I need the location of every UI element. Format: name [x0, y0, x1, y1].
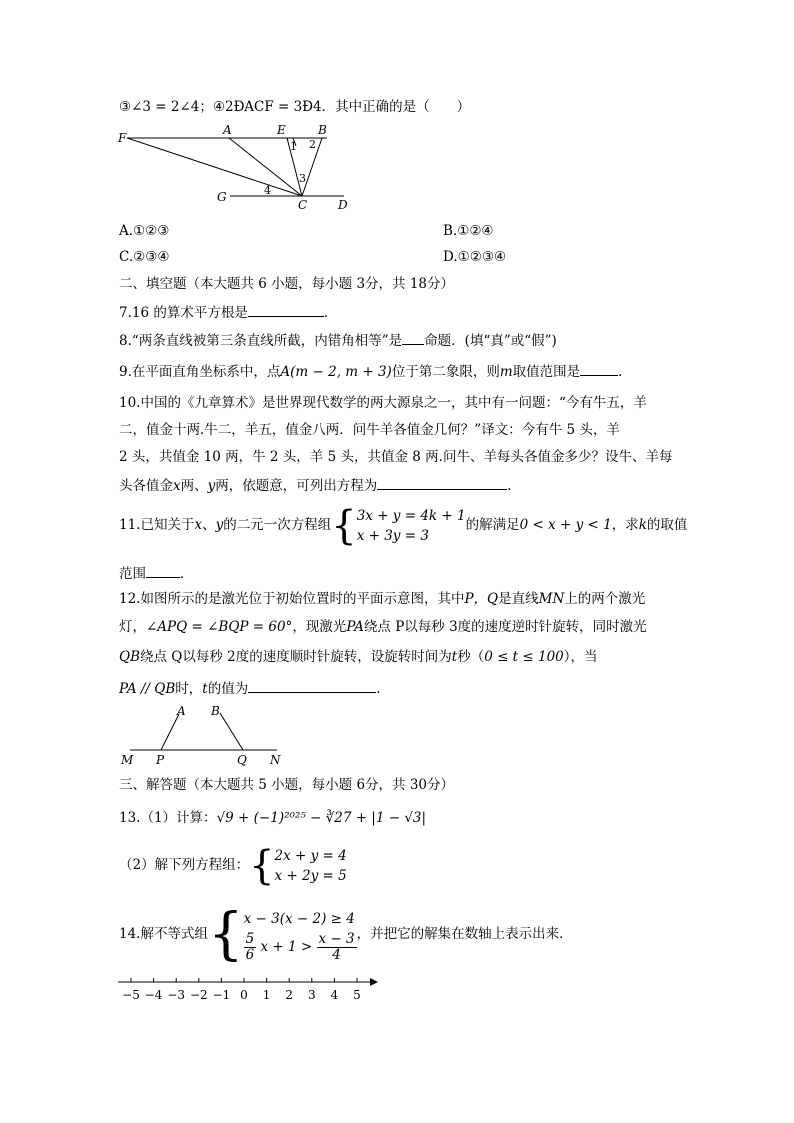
q6-option-c: C.②③④: [119, 249, 170, 265]
q12-l4a: 时，: [175, 681, 203, 697]
q13-eq1: 2x + y = 4: [274, 847, 347, 864]
q10-line-2: 二，值金十两.牛二，羊五，值金八两．问牛羊各值金几何？”译文：今有牛 5 头，羊: [119, 422, 620, 438]
q11-eq2: x + 3y = 3: [356, 527, 429, 544]
q11-post: 的解满足: [465, 517, 520, 533]
q14-post: ，并把它的解集在数轴上表示出来．: [356, 926, 573, 942]
q11-x: x: [194, 517, 203, 533]
q10-l4b: 两、: [180, 478, 208, 494]
q12-t2: t: [202, 681, 208, 697]
q12-mn: MN: [538, 591, 565, 607]
q8-answer-blank[interactable]: [402, 330, 424, 345]
q12-l2a: 灯，: [119, 619, 146, 635]
question-9: [119, 361, 632, 381]
q11-line-1: [119, 502, 687, 548]
q11-post3: 的取值: [646, 517, 688, 533]
q9-mid: 位于第二象限，则: [391, 364, 500, 380]
label-A: A: [177, 704, 186, 718]
q12-line-2: [119, 618, 647, 636]
q14-frac2-num: x − 3: [318, 931, 355, 947]
number-line-tick-label: 3: [307, 988, 316, 1002]
q12-l2b: ，现激光: [292, 619, 347, 635]
q14-pre: 14.解不等式组: [119, 926, 208, 942]
q6-option-b: B.①②④: [443, 223, 494, 239]
q12-l3b: 秒（: [457, 649, 485, 665]
q13-part-1: [119, 809, 426, 827]
section-2-title: 二、填空题（本大题共 6 小题，每小题 3分，共 18分）: [119, 276, 455, 292]
q14-frac1-num: 5: [245, 931, 255, 947]
number-line-tick-label: −1: [212, 988, 231, 1002]
number-line-tick-label: −2: [189, 988, 208, 1002]
q11-system: [357, 506, 466, 546]
q11-sep: 、: [202, 517, 216, 533]
number-line[interactable]: [118, 972, 380, 1006]
q11-inequality: 0 < x + y < 1: [519, 517, 612, 533]
question-8: [119, 330, 557, 350]
q8-end: 命题．(填“真”或“假”): [424, 333, 557, 349]
label-2: 2: [309, 138, 316, 151]
q9-answer-blank[interactable]: [580, 361, 618, 376]
label-M: M: [121, 753, 134, 767]
q9-var: m: [499, 364, 513, 380]
q11-l2: 范围: [119, 566, 146, 582]
q12-t: t: [451, 649, 458, 665]
q10-end: .: [507, 478, 512, 494]
q13-system: [275, 846, 347, 886]
label-G: G: [217, 190, 227, 204]
number-line-tick-label: 0: [240, 988, 248, 1002]
number-line-tick-label: −4: [144, 988, 163, 1002]
q13-part-2: [119, 842, 347, 888]
q12-l3a: 绕点 Q以每秒 2度的速度顺时针旋转，设旋转时间为: [140, 649, 452, 665]
q12-l1a: 12.如图所示的是激光位于初始位置时的平面示意图，其中: [119, 591, 465, 607]
label-P: P: [156, 753, 165, 767]
label-4: 4: [264, 184, 271, 197]
label-B: B: [211, 704, 220, 718]
label-D: D: [338, 198, 348, 212]
q9-point: A(m − 2, m + 3): [280, 364, 392, 380]
q6-figure: [112, 120, 362, 215]
label-3: 3: [299, 172, 306, 185]
q11-k: k: [638, 517, 647, 533]
q12-l1c: 上的两个激光: [564, 591, 646, 607]
question-7: [119, 302, 337, 322]
q6-option-a: A.①②③: [119, 223, 170, 239]
q12-l2c: 绕点 P以每秒 3度的速度逆时针旋转，同时激光: [363, 619, 647, 635]
question-14: [119, 901, 573, 967]
q12-l1b: 是直线: [498, 591, 539, 607]
label-B: B: [318, 123, 327, 137]
q12-answer-blank[interactable]: [248, 678, 376, 693]
label-1: 1: [290, 140, 297, 153]
q11-answer-blank[interactable]: [146, 563, 180, 578]
q10-line-3: 2 头，共值金 10 两，牛 2 头，羊 5 头，共值金 8 两.问牛、羊每头各值金多少？设牛、羊每: [119, 449, 673, 465]
q12-condition: PA // QB: [119, 681, 176, 697]
q8-text: 8.“两条直线被第三条直线所截，内错角相等”是: [119, 333, 403, 349]
q9-pre: 9.在平面直角坐标系中，点: [119, 364, 281, 380]
q10-x: x: [173, 478, 181, 494]
label-N: N: [270, 753, 281, 767]
q12-line-3: [119, 648, 598, 666]
number-line-arrow-icon: [370, 978, 378, 986]
q12-pa: PA: [346, 619, 364, 635]
q10-l4a: 头各值金: [119, 478, 173, 494]
q11-mid: 的二元一次方程组: [223, 517, 332, 533]
q12-line-4: [119, 678, 390, 698]
label-F: F: [118, 131, 127, 145]
q13-eq2: x + 2y = 5: [274, 867, 347, 884]
q13-brace: {: [249, 842, 275, 889]
q14-system: [244, 906, 357, 963]
q11-y: y: [215, 517, 224, 533]
q14-frac-1: [244, 932, 257, 963]
q14-brace: {: [207, 901, 244, 967]
q10-l4c: 两，依题意，可列出方程为: [215, 478, 378, 494]
q12-line-1: [119, 590, 645, 608]
label-Q: Q: [237, 753, 247, 767]
q14-frac-2: [317, 932, 357, 963]
q14-eq2: [244, 931, 357, 963]
q11-post2: ，求: [611, 517, 639, 533]
q14-frac2-den: 4: [332, 947, 341, 963]
q11-eq1: 3x + y = 4k + 1: [356, 507, 466, 524]
number-line-tick-label: 2: [285, 988, 294, 1002]
q12-range: 0 ≤ t ≤ 100: [484, 649, 564, 665]
number-line-tick-label: −3: [167, 988, 186, 1002]
q11-brace: {: [331, 502, 357, 549]
q12-pq: P，Q: [464, 591, 499, 607]
q12-end: ．: [376, 681, 390, 697]
q12-l3c: ），当: [563, 649, 598, 665]
q9-end: ．: [618, 364, 632, 380]
section-3-title: 三、解答题（本大题共 5 小题，每小题 6分，共 30分）: [119, 777, 455, 793]
q6-statement-tail: ③∠3 = 2∠4；④2ÐACF = 3Ð4．其中正确的是（ ）: [119, 99, 471, 115]
number-line-tick-label: 5: [353, 988, 361, 1002]
q13-expression: √9 + (−1)²⁰²⁵ − ∛27 + |1 − √3|: [216, 810, 427, 826]
q7-end: ．: [323, 305, 338, 321]
number-line-tick-label: 4: [330, 988, 339, 1002]
q10-answer-blank[interactable]: [377, 475, 507, 490]
q14-eq2-mid: x + 1 >: [260, 939, 313, 955]
q13-p1: 13.（1）计算：: [119, 810, 217, 826]
q9-post: 取值范围是: [512, 364, 581, 380]
q12-figure: [112, 700, 292, 768]
q11-pre: 11.已知关于: [119, 517, 195, 533]
q11-line-2: [119, 563, 194, 583]
q12-l4b: 的值为: [207, 681, 249, 697]
q12-qb: QB: [119, 649, 140, 665]
number-line-tick-label: −5: [122, 988, 140, 1002]
q10-y: y: [207, 478, 216, 494]
q6-option-d: D.①②③④: [443, 249, 507, 265]
q10-line-1: 10.中国的《九章算术》是世界现代数学的两大源泉之一，其中有一问题：“今有牛五，羊: [119, 395, 647, 411]
q13-p2: （2）解下列方程组：: [119, 857, 250, 873]
q12-angles: ∠APQ = ∠BQP = 60°: [146, 619, 293, 635]
q11-end: ．: [180, 566, 194, 582]
number-line-tick-label: 1: [262, 988, 271, 1002]
q7-text: 7.16 的算术平方根是: [119, 305, 248, 321]
label-C: C: [298, 198, 308, 212]
q7-answer-blank[interactable]: [248, 302, 324, 317]
q10-line-4: [119, 475, 512, 495]
label-E: E: [277, 123, 286, 137]
q14-frac1-den: 6: [245, 947, 255, 963]
label-A: A: [223, 123, 232, 137]
q14-eq1: x − 3(x − 2) ≥ 4: [243, 911, 355, 927]
